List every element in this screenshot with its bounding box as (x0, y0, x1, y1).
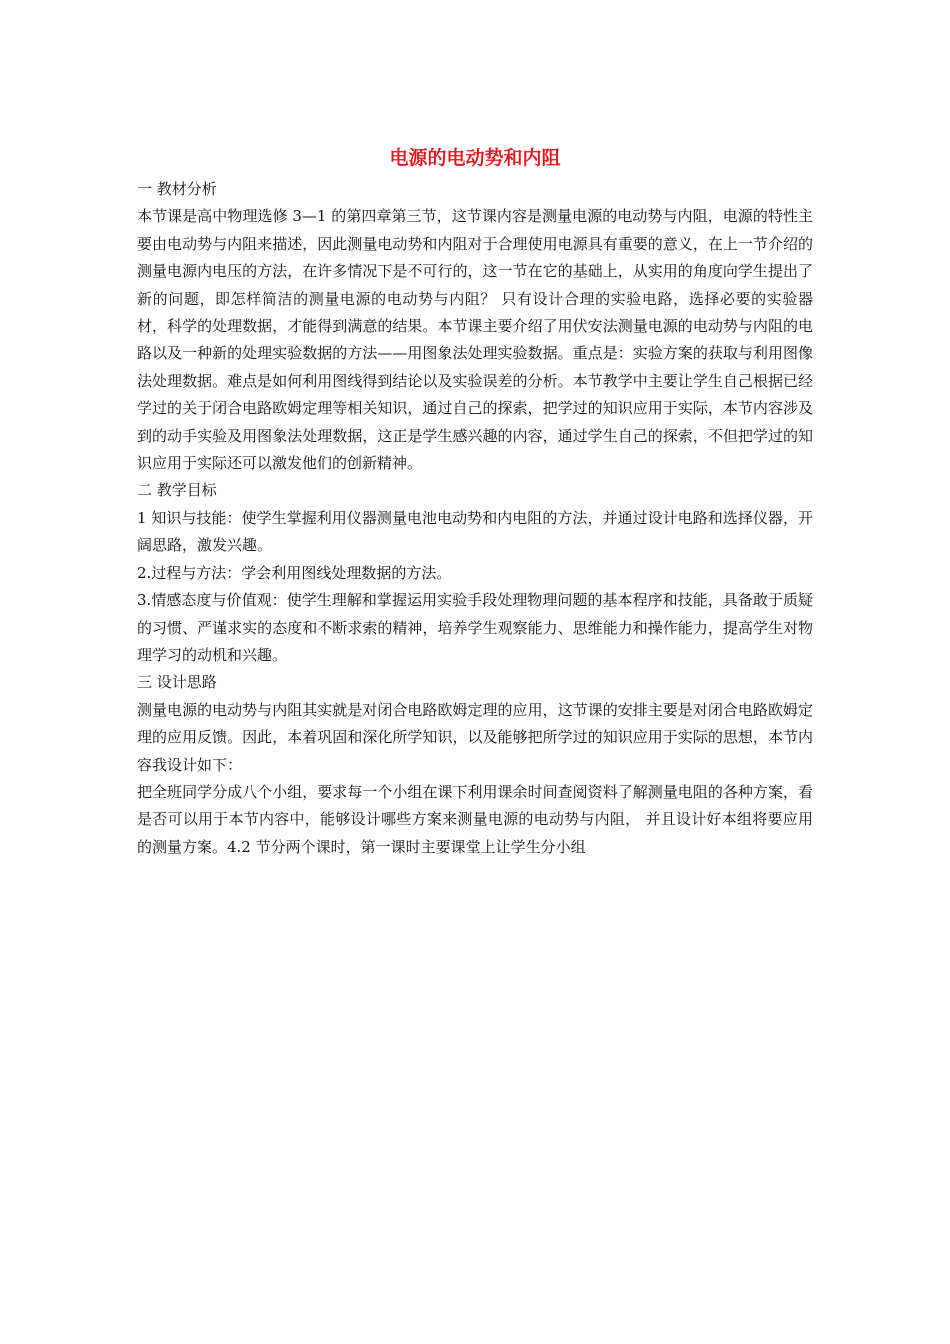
paragraph: 把全班同学分成八个小组，要求每一个小组在课下利用课余时间查阅资料了解测量电阻的各种方案，看是否可以用于本节内容中，能够设计哪些方案来测量电源的电动势与内阻， 并且设计好本组将要应用的测量方案。4.2 节分两个课时，第一课时主要课堂上让学生分小组 (137, 782, 813, 856)
section-heading-3: 三 设计思路 (137, 673, 217, 692)
document-body (137, 176, 813, 861)
paragraph: 1 知识与技能：使学生掌握利用仪器测量电池电动势和内电阻的方法，并通过设计电路和选择仪器，开阔思路，激发兴趣。 (137, 508, 813, 555)
paragraph: 3.情感态度与价值观：使学生理解和掌握运用实验手段处理物理问题的基本程序和技能，具备敢于质疑的习惯、严谨求实的态度和不断求索的精神，培养学生观察能力、思维能力和操作能力，提高学生对物理学习的动机和兴趣。 (137, 591, 813, 664)
document-title: 电源的电动势和内阻 (389, 147, 561, 169)
paragraph: 测量电源的电动势与内阻其实就是对闭合电路欧姆定理的应用，这节课的安排主要是对闭合电路欧姆定理的应用反馈。因此，本着巩固和深化所学知识，以及能够把所学过的知识应用于实际的思想，本节内容我设计如下： (137, 700, 813, 774)
paragraph: 2.过程与方法：学会利用图线处理数据的方法。 (137, 563, 452, 582)
section-heading-2: 二 教学目标 (137, 481, 217, 500)
paragraph: 本节课是高中物理选修 3—1 的第四章第三节，这节课内容是测量电源的电动势与内阻，电源的特性主要由电动势与内阻来描述，因此测量电动势和内阻对于合理使用电源具有重要的意义，在上一节介绍的测量电源内电压的方法，在许多情况下是不可行的，这一节在它的基础上，从实用的角度向学生提出了新的问题，即怎样简洁的测量电源的电动势与内阻？ 只有设计合理的实验电路，选择必要的实验器材，科学的处理数据，才能得到满意的结果。本节课主要介绍了用伏安法测量电源的电动势与内阻的电路以及一种新的处理实验数据的方法——用图象法处理实验数据。重点是：实验方案的获取与利用图像法处理数据。难点是如何利用图线得到结论以及实验误差的分析。本节教学中主要让学生自己根据已经学过的关于闭合电路欧姆定理等相关知识，通过自己的探索，把学过的知识应用于实际，本节内容涉及到的动手实验及用图象法处理数据，这正是学生感兴趣的内容，通过学生自己的探索，不但把学过的知识应用于实际还可以激发他们的创新精神。 (137, 207, 813, 473)
section-heading-1: 一 教材分析 (137, 180, 217, 198)
